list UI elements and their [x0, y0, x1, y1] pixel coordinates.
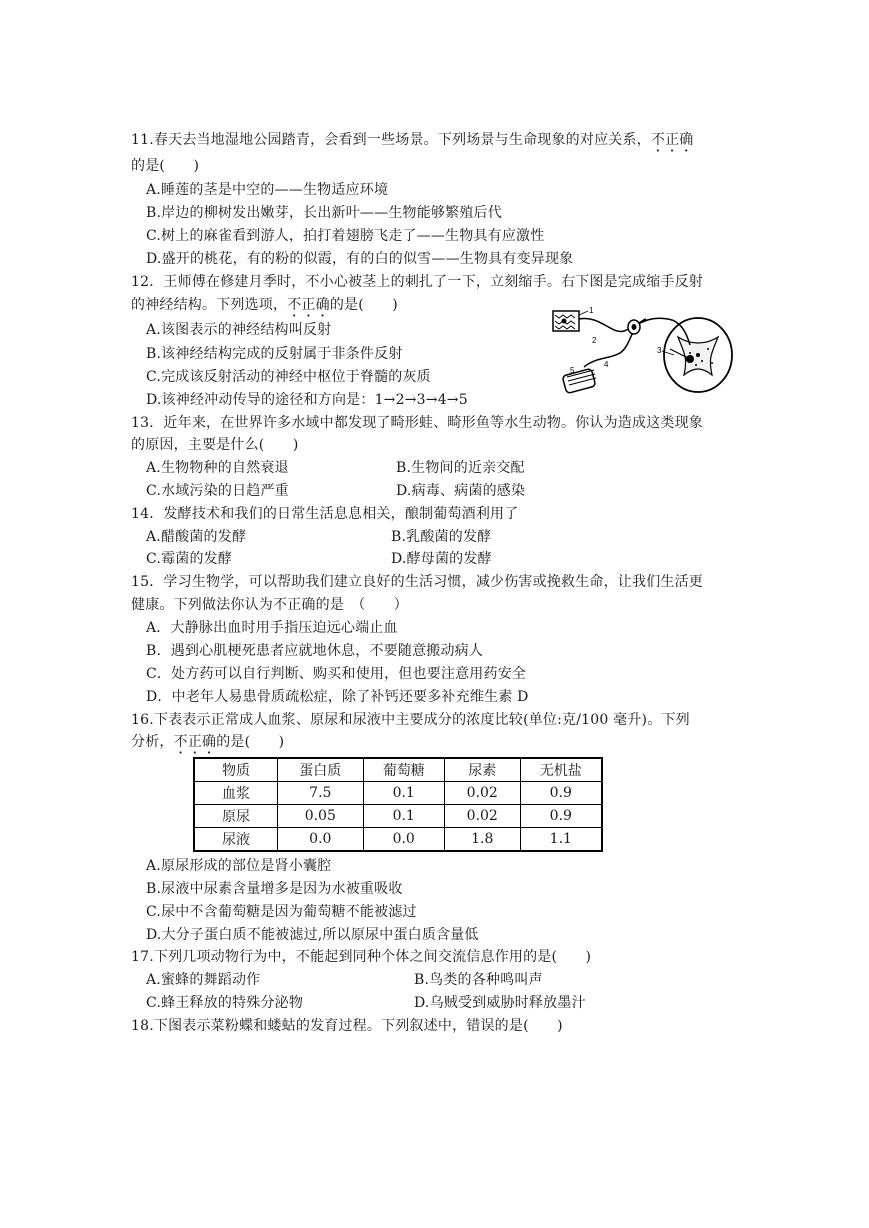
table-cell: 0.05: [278, 805, 363, 828]
q15-stem-line1: 15．学习生物学，可以帮助我们建立良好的生活习惯，减少伤害或挽救生命，让我们生活更: [131, 574, 704, 590]
figure-label-2: 2: [592, 336, 597, 345]
figure-label-3: 3: [657, 346, 662, 355]
q14-option-b: B.乳酸菌的发酵: [391, 529, 492, 545]
q16-option-a: A.原尿形成的部位是肾小囊腔: [146, 858, 332, 874]
q12-stem-line1: 12．王师傅在修建月季时，不小心被茎上的刺扎了一下，立刻缩手。右下图是完成缩手反射: [131, 274, 704, 290]
q12-option-a: A.该图表示的神经结构叫反射: [146, 322, 332, 338]
q15-option-a: A．大静脉出血时用手指压迫远心端止血: [146, 620, 398, 636]
q16-option-d: D.大分子蛋白质不能被滤过,所以原尿中蛋白质含量低: [146, 927, 479, 943]
q12-option-b: B.该神经结构完成的反射属于非条件反射: [146, 346, 403, 362]
figure-label-1: 1: [589, 306, 594, 315]
q15-option-c: C．处方药可以自行判断、购买和使用，但也要注意用药安全: [146, 666, 527, 682]
q17-option-d: D.乌贼受到威胁时释放墨汁: [414, 995, 586, 1011]
table-header-row: [194, 758, 602, 782]
q14-option-c: C.霉菌的发酵: [146, 551, 233, 567]
q12-stem-line2: 的神经结构。下列选项，不正确的是( ): [131, 297, 398, 313]
q16-stem-line1: 16.下表表示正常成人血浆、原尿和尿液中主要成分的浓度比较(单位:克/100 毫升)。下列: [131, 712, 690, 728]
q13-stem-line1: 13．近年来，在世界许多水域中都发现了畸形蛙、畸形鱼等水生动物。你认为造成这类现象: [131, 415, 704, 431]
q13-option-b: B.生物间的近亲交配: [396, 460, 525, 476]
q11-option-b: B.岸边的柳树发出嫩芽，长出新叶——生物能够繁殖后代: [146, 205, 502, 221]
q14-stem: 14．发酵技术和我们的日常生活息息相关，酿制葡萄酒利用了: [131, 506, 519, 522]
muscle-effector-shape: [562, 368, 596, 393]
q16-option-b: B.尿液中尿素含量增多是因为水被重吸收: [146, 881, 403, 897]
table-cell: 7.5: [278, 782, 363, 805]
table-cell: 0.02: [444, 805, 520, 828]
table-cell: 尿液: [194, 828, 278, 852]
q15-option-d: D．中老年人易患骨质疏松症，除了补钙还要多补充维生素 D: [146, 689, 529, 705]
q12-option-c: C.完成该反射活动的神经中枢位于脊髓的灰质: [146, 369, 431, 385]
table-cell: 血浆: [194, 782, 278, 805]
table-cell: 0.02: [444, 782, 520, 805]
q12-option-d: D.该神经冲动传导的途径和方向是：1→2→3→4→5: [146, 392, 468, 408]
reflex-arc-diagram: [550, 305, 736, 401]
table-row: [194, 782, 602, 805]
q16-stem-line2: 分析，不正确的是( ): [131, 734, 285, 750]
q15-option-b: B．遇到心肌梗死患者应就地休息，不要随意搬动病人: [146, 643, 484, 659]
q13-option-a: A.生物物种的自然衰退: [146, 460, 289, 476]
emphasis-char: 确: [679, 132, 694, 148]
emphasis-char: 正: [665, 132, 680, 148]
emphasis-char: 不: [650, 132, 666, 148]
q14-option-d: D.酵母菌的发酵: [391, 551, 492, 567]
table-cell: 1.1: [520, 828, 602, 852]
q16-option-c: C.尿中不含葡萄糖是因为葡萄糖不能被滤过: [146, 904, 417, 920]
figure-label-5: 5: [570, 366, 575, 375]
table-header-cell: 尿素: [444, 758, 520, 782]
table-cell: 0.1: [363, 782, 444, 805]
concentration-table: [193, 757, 603, 852]
table-header-cell: 蛋白质: [278, 758, 363, 782]
table-header-cell: 葡萄糖: [363, 758, 444, 782]
q13-stem-line2: 的原因，主要是什么( ): [131, 437, 299, 453]
q17-option-b: B.鸟类的各种鸣叫声: [414, 972, 543, 988]
q11-option-c: C.树上的麻雀看到游人，拍打着翅膀飞走了——生物具有应激性: [146, 228, 545, 244]
table-cell: 0.9: [520, 782, 602, 805]
table-header-cell: 物质: [194, 758, 278, 782]
q18-stem: 18.下图表示菜粉蝶和蝼蛄的发育过程。下列叙述中，错误的是( ): [131, 1018, 563, 1034]
table-cell: 0.9: [520, 805, 602, 828]
table-cell: 0.1: [363, 805, 444, 828]
table-cell: 1.8: [444, 828, 520, 852]
q17-option-c: C.蜂王释放的特殊分泌物: [146, 995, 304, 1011]
q14-option-a: A.醋酸菌的发酵: [146, 529, 247, 545]
table-cell: 0.0: [363, 828, 444, 852]
q15-stem-line2: 健康。下列做法你认为不正确的是 （ ）: [131, 597, 408, 613]
table-row: [194, 828, 602, 852]
q11-option-d: D.盛开的桃花，有的粉的似霞，有的白的似雪——生物具有变异现象: [146, 251, 574, 267]
spinal-cord-shape: [664, 318, 732, 392]
table-header-cell: 无机盐: [520, 758, 602, 782]
emphasis-char: 正: [301, 297, 316, 313]
emphasis-char: 确: [202, 734, 217, 750]
figure-label-4: 4: [604, 360, 609, 369]
skin-receptor-shape: [553, 311, 579, 331]
emphasis-char: 不: [287, 297, 302, 313]
q13-option-d: D.病毒、病菌的感染: [396, 483, 526, 499]
q11-option-a: A.睡莲的茎是中空的——生物适应环境: [146, 182, 389, 198]
q11-stem-line2: 的是( ): [131, 158, 200, 174]
emphasis-char: 正: [187, 734, 203, 750]
q13-option-c: C.水域污染的日趋严重: [146, 483, 289, 499]
table-row: [194, 805, 602, 828]
q17-stem: 17.下列几项动物行为中，不能起到同种个体之间交流信息作用的是( ): [131, 949, 592, 965]
emphasis-char: 确: [315, 297, 330, 313]
q11-stem-line1: 11.春天去当地湿地公园踏青，会看到一些场景。下列场景与生命现象的对应关系，不正确: [131, 132, 694, 148]
table-cell: 原尿: [194, 805, 278, 828]
q17-option-a: A.蜜蜂的舞蹈动作: [146, 972, 261, 988]
emphasis-char: 不: [173, 734, 188, 750]
table-cell: 0.0: [278, 828, 363, 852]
